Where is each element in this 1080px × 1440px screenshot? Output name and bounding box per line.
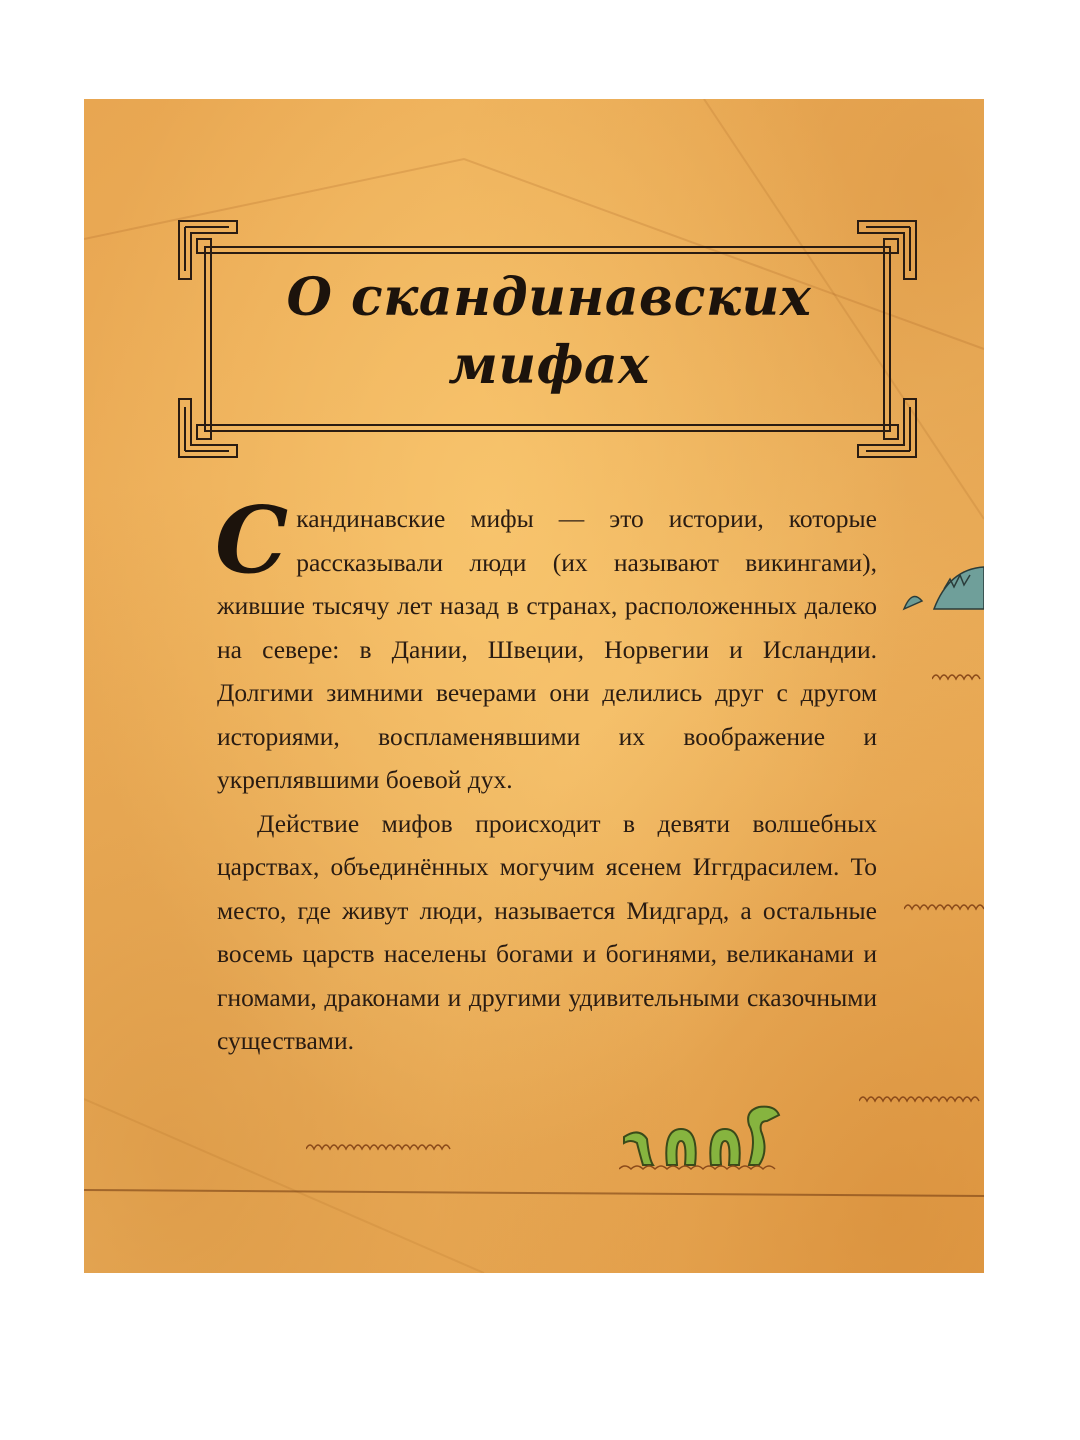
wave-line-icon <box>904 899 984 915</box>
wave-line-icon <box>932 669 984 685</box>
paragraph-2: Действие мифов происходит в девяти волшебных царствах, объединённых могучим ясенем Иггдрасилем. То место, где живут люди, называется Мидгард, а остальные восемь царств населены богами и богинями, великанами и гномами, драконами и другими удивительными сказочными существами. <box>217 808 877 1055</box>
dragon-fin-icon <box>894 559 984 619</box>
sea-serpent-icon <box>619 1099 789 1174</box>
paragraph-1 <box>215 486 877 802</box>
parchment-page <box>84 99 984 1273</box>
dropcap: С <box>215 486 289 594</box>
wave-line-icon <box>859 1091 984 1107</box>
body-text <box>215 486 877 1063</box>
wave-line-icon <box>306 1139 456 1155</box>
paragraph-1-text: кандинавские мифы — это истории, которые рассказывали люди (их называют викингами), жившие тысячу лет назад в странах, расположенных далеко на севере: в Дании, Швеции, Норвегии и Исландии. Долгими зимними вечерами они делились друг с другом историями, воспламенявшими их воображение и укреплявшими боевой дух. <box>217 504 877 794</box>
page-title: О скандинавских мифах <box>286 267 812 396</box>
